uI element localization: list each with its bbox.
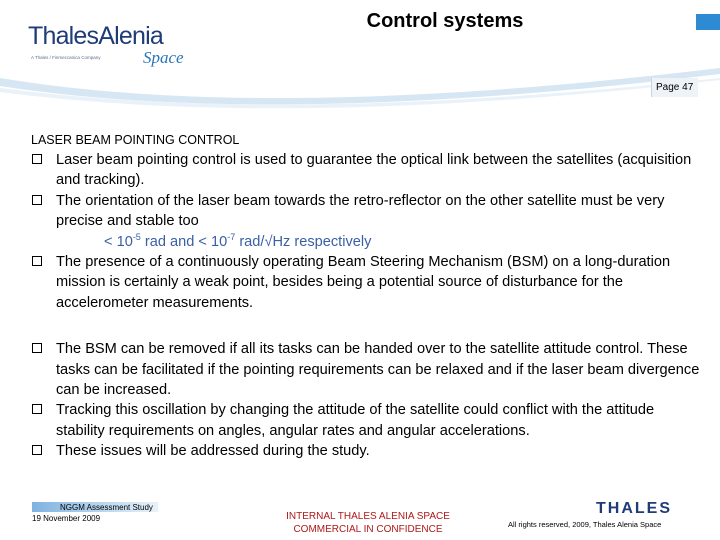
logo-space: Space (143, 48, 184, 67)
paragraph-gap (32, 313, 702, 339)
formula-exponent: -5 (132, 231, 141, 242)
bullet-text: The orientation of the laser beam towards the retro-reflector on the other satellite must be very precise and stable too (56, 192, 665, 230)
bullet-text: The presence of a continuously operating Beam Steering Mechanism (BSM) on a long-duration mission is certainly a weak point, besides being a potential source of disturbance for the accelerometer measurements. (56, 254, 671, 311)
footer-date: 19 November 2009 (32, 514, 101, 523)
bullet-text: Tracking this oscillation by changing the attitude of the satellite could conflict with the attitude stability requirements on angles, angular rates and angular accelerations. (56, 402, 655, 439)
bullet-item (32, 191, 702, 232)
bullet-item (32, 150, 702, 191)
page-number: Page 47 (656, 82, 694, 93)
bullet-item (32, 252, 702, 313)
checkbox-bullet-icon (32, 154, 42, 164)
formula-part: rad/√Hz respectively (235, 233, 372, 250)
formula-part: rad and < 10 (140, 233, 228, 250)
confidentiality-line: COMMERCIAL IN CONFIDENCE (293, 524, 443, 535)
bullet-text: These issues will be addressed during the study. (56, 443, 370, 460)
checkbox-bullet-icon (32, 343, 42, 353)
confidentiality-notice (258, 510, 478, 536)
formula-exponent: -7 (227, 231, 236, 242)
pointing-requirement-formula (32, 232, 702, 252)
page-number-box (651, 78, 698, 97)
thales-logo: THALES (596, 500, 672, 517)
checkbox-bullet-icon (32, 404, 42, 414)
checkbox-bullet-icon (32, 195, 42, 205)
corner-accent (696, 14, 720, 30)
section-label: LASER BEAM POINTING CONTROL (31, 133, 240, 147)
logo-wordmark: ThalesAlenia (28, 22, 163, 50)
company-logo (28, 22, 198, 72)
bullet-item (32, 441, 702, 461)
bullet-item (32, 400, 702, 441)
copyright-notice: All rights reserved, 2009, Thales Alenia Space (508, 520, 662, 529)
bullet-item (32, 339, 702, 400)
logo-tagline: A Thales / Finmeccanica Company (31, 55, 101, 60)
bullet-text: The BSM can be removed if all its tasks can be handed over to the satellite attitude control. These tasks can be facilitated if the pointing requirements can be relaxed and if the laser beam divergence can be increased. (56, 341, 700, 399)
footer-reference: NGGM Assessment Study (60, 503, 153, 512)
bullet-text: Laser beam pointing control is used to guarantee the optical link between the satellites (acquisition and tracking). (56, 152, 692, 189)
checkbox-bullet-icon (32, 445, 42, 455)
bullet-list (32, 150, 702, 462)
slide-title: Control systems (366, 10, 524, 32)
checkbox-bullet-icon (32, 256, 42, 266)
formula-part: < 10 (104, 233, 133, 250)
confidentiality-line: INTERNAL THALES ALENIA SPACE (286, 511, 450, 522)
